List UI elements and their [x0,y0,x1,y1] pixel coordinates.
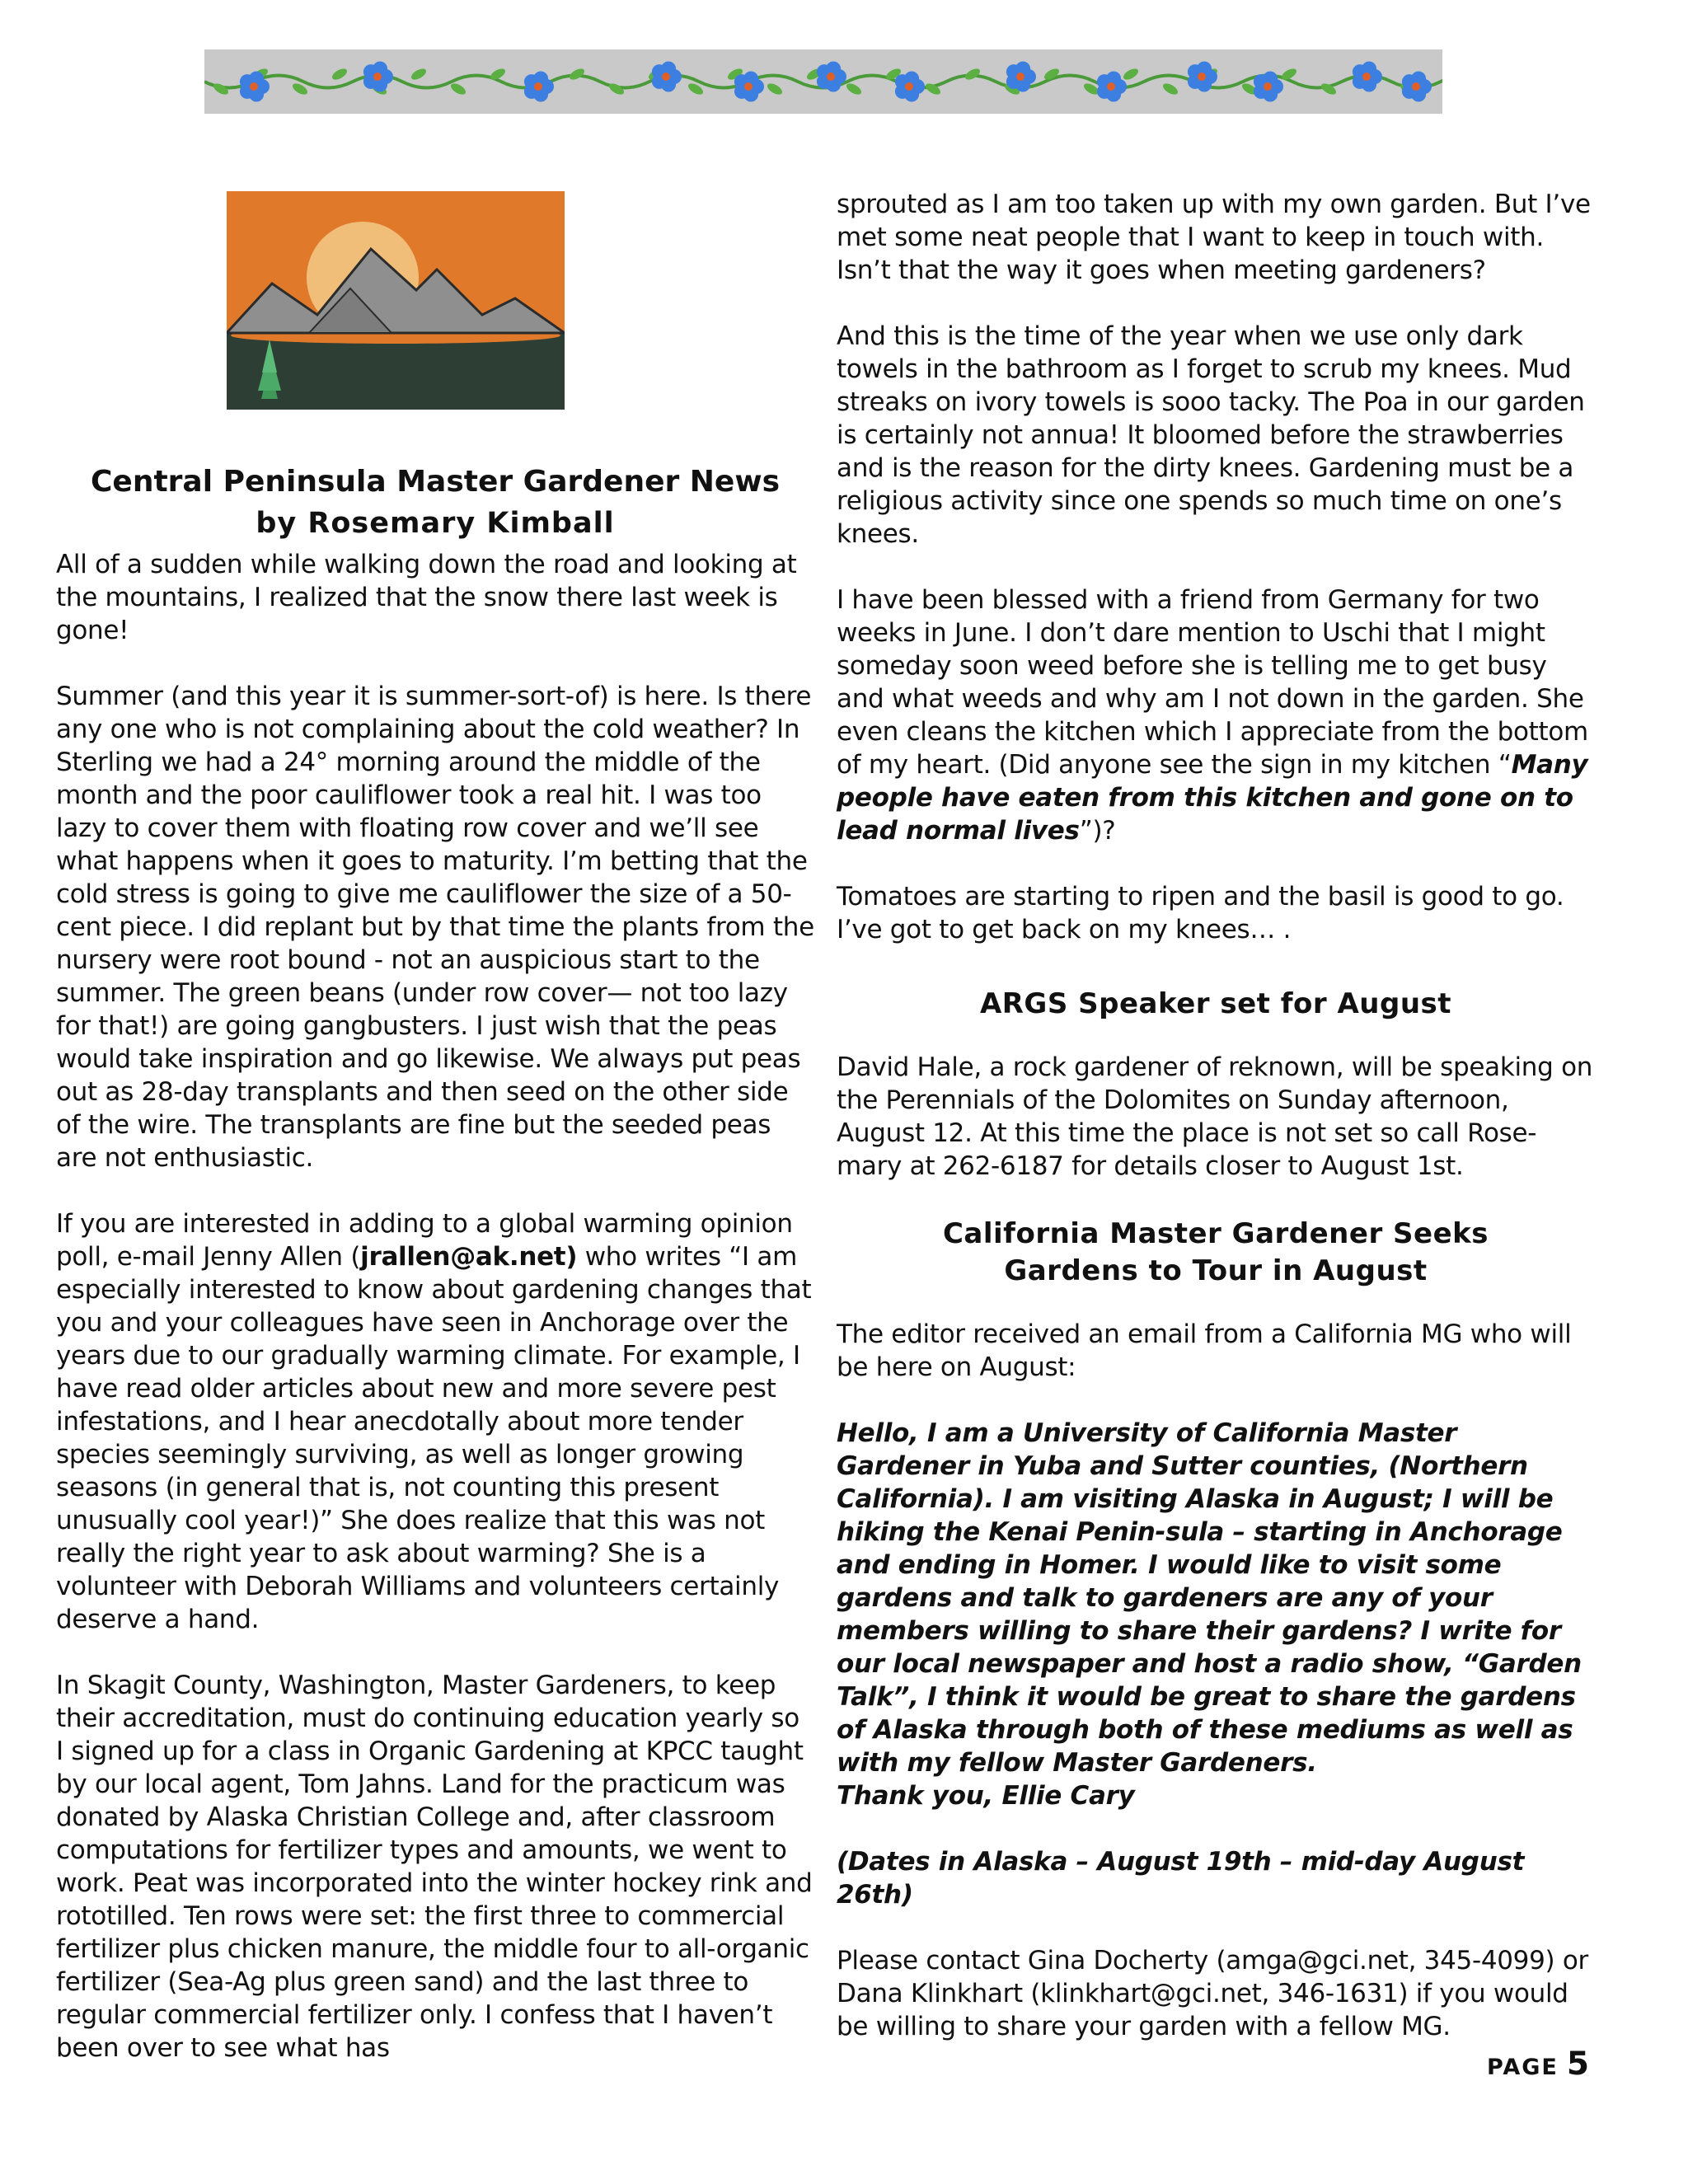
paragraph: Please contact Gina Docherty (amga@gci.net, 345-4099) or Dana Klinkhart (klinkhart@gci.net, 346-1631) if you would be willing to share your garden with a fellow MG. [837,1946,1588,2041]
kitchen-sign-quote: Many people have eaten from this kitchen and gone on to lead normal lives [837,750,1588,846]
paragraph: And this is the time of the year when we use only dark towels in the bathroom as I forget to scrub my knees. Mud streaks on ivory towels is sooo tacky. The Poa in our garden is certainly not annua! It bloomed before the strawberries and is the reason for the dirty knees. Gardening must be a religious activity since one spends so much time on one’s knees. [837,321,1585,549]
paragraph: The editor received an email from a California MG who will be here on August: [837,1319,1572,1382]
paragraph: Tomatoes are starting to ripen and the basil is good to go. I’ve got to get back on my knees… . [837,882,1564,944]
paragraph: David Hale, a rock gardener of reknown, will be speaking on the Perennials of the Dolomites on Sunday afternoon, August 12. At this time the place is not set so call Rose-mary at 262-6187 for details closer to August 1st. [837,1052,1593,1181]
paragraph: In Skagit County, Washington, Master Gardeners, to keep their accreditation, must do continuing education yearly so I signed up for a class in Organic Gardening at KPCC taught by our local agent, Tom Jahns. Land for the practicum was donated by Alaska Christian College and, after classroom computations for fertilizer types and amounts, we went to work. Peat was incorporated into the winter hockey rink and rototilled. Ten rows were set: the first three to commercial fertilizer plus chicken manure, the middle four to all-organic fertilizer (Sea-Ag plus green sand) and the last three to regular commercial fertilizer only. I confess that I haven’t been over to see what has [56,1671,813,2063]
paragraph: I have been blessed with a friend from Germany for two weeks in June. I don’t dare mention to Uschi that I might someday soon weed before she is telling me to get busy and what weeds and why am I not down in the garden. She even cleans the kitchen which I appreciate from the bottom of my heart. (Did anyone see the sign in my kitchen “Many people have eaten from this kitchen and gone on to lead normal lives”)? [837,585,1588,846]
paragraph: Summer (and this year it is summer-sort-of) is here. Is there any one who is not complaining about the cold weather? In Sterling we had a 24° morning around the middle of the month and the poor cauliflower took a real hit. I was too lazy to cover them with floating row cover and we’ll see what happens when it goes to maturity. I’m betting that the cold stress is going to give me cauliflower the size of a 50-cent piece. I did replant but by that time the plants from the nursery were root bound - not an auspicious start to the summer. The green beans (under row cover— not too lazy for that!) are going gangbusters. I just wish that the peas would take inspiration and go likewise. We always put peas out as 28-day transplants and then seed on the other side of the wire. The transplants are fine but the seeded peas are not enthusiastic. [56,682,814,1173]
paragraph: If you are interested in adding to a global warming opinion poll, e-mail Jenny Allen (jrallen@ak.net) who writes “I am especially interested to know about gardening changes that you and your colleagues have seen in Anchorage over the years due to our gradually warming climate. For example, I have read older articles about new and more severe pest infestations, and I hear anecdotally about more tender species seemingly surviving, as well as longer growing seasons (in general that is, not counting this present unusually cool year!)” She does realize that this was not really the right year to ask about warming? She is a volunteer with Deborah Williams and volunteers certainly deserve a hand. [56,1209,812,1634]
flower-vine-border-icon [204,49,1442,114]
right-column [837,188,1595,2076]
letter-signoff: Thank you, Ellie Cary [837,1781,1135,1811]
email-link: jrallen@ak.net) [360,1242,578,1272]
section-heading: ARGS Speaker set for August [979,987,1452,1020]
email-letter: Hello, I am a University of California Master Gardener in Yuba and Sutter counties, (Northern California). I am visiting Alaska in August; I will be hiking the Kenai Penin-sula – starting in Anchorage and ending in Homer. I would like to visit some gardens and talk to gardeners are any of your members willing to share their gardens? I write for our local newspaper and host a radio show, “Garden Talk”, I think it would be great to share the gardens of Alaska through both of these mediums as well as with my fellow Master Gardeners. Thank you, Ellie Cary [837,1418,1582,1811]
left-column [56,548,814,2097]
section-heading: California Master Gardener Seeks Gardens to Tour in August [942,1217,1489,1287]
article-byline: by Rosemary Kimball [256,507,615,540]
page-label: PAGE [1487,2055,1559,2080]
paragraph: All of a sudden while walking down the road and looking at the mountains, I realized that the snow there last week is gone! [56,550,797,645]
page-number [1487,2046,1589,2083]
article-title: Central Peninsula Master Gardener News [90,465,780,499]
mountain-sunset-logo-icon [227,191,565,410]
paragraph: sprouted as I am too taken up with my own garden. But I’ve met some neat people that I want to keep in touch with. Isn’t that the way it goes when meeting gardeners? [837,190,1591,285]
visit-dates: (Dates in Alaska – August 19th – mid-day August 26th) [837,1847,1525,1910]
page-number-value: 5 [1566,2046,1589,2083]
